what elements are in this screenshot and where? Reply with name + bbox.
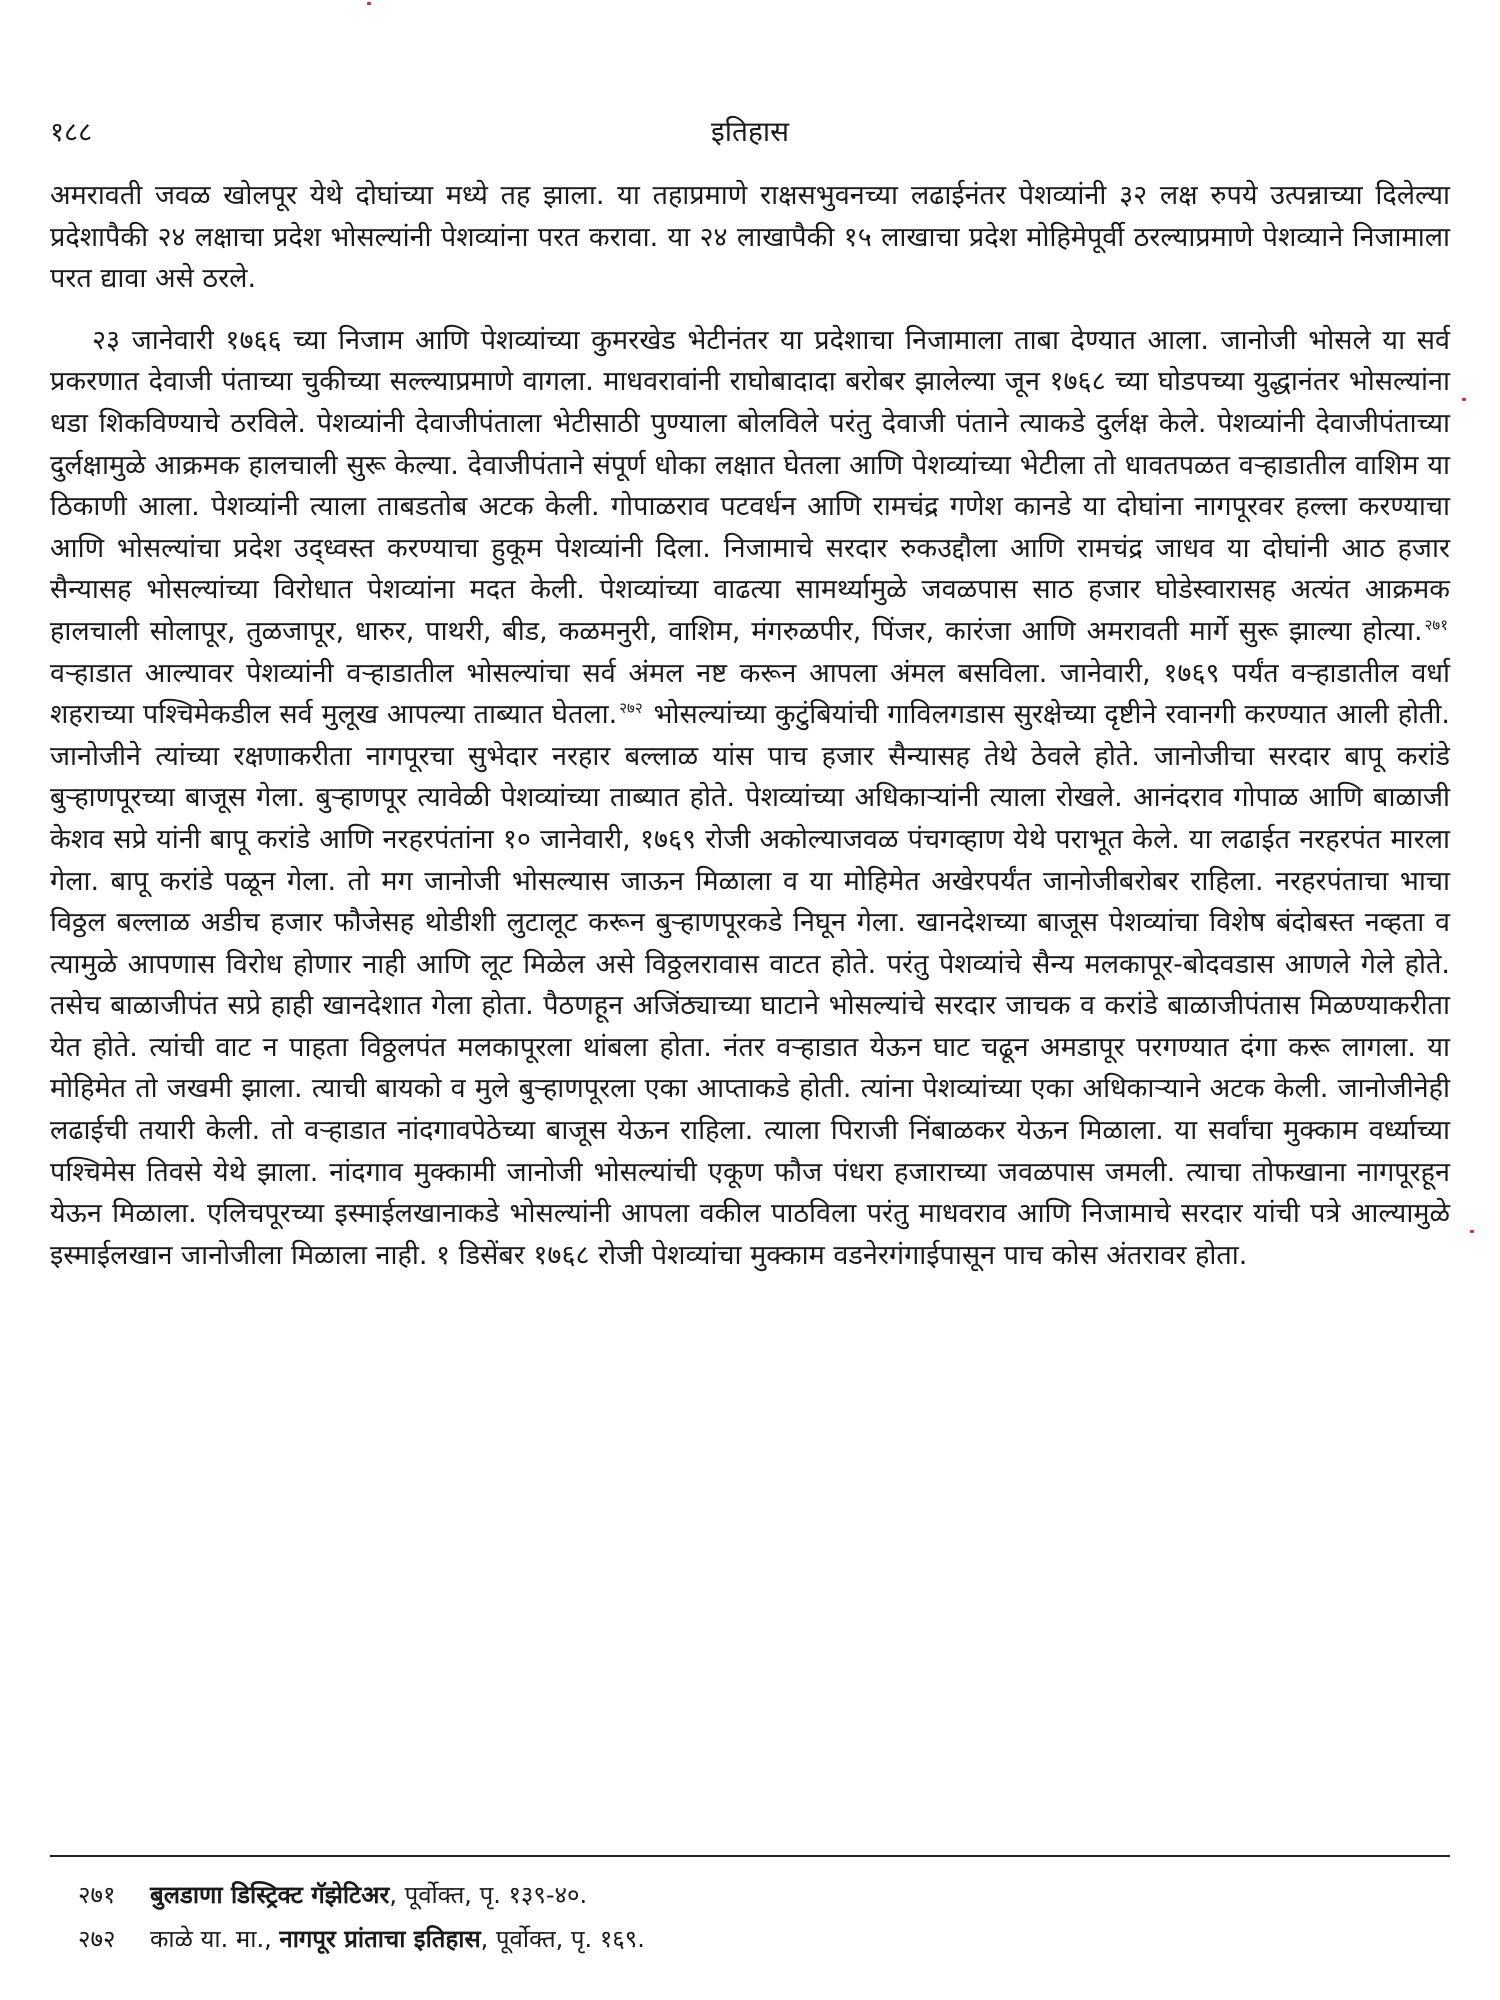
footnote-suffix: , पूर्वोक्त, पृ. १६९. — [480, 1925, 645, 1953]
stray-ink-mark — [1462, 398, 1466, 401]
paragraph-2-part-3: भोसल्यांच्या कुटुंबियांची गाविलगडास सुरक्षेच्या दृष्टीने रवानगी करण्यात आली होती. जानोजीने त्यांच्या रक्षणाकरीता नागपूरचा सुभेदार नरहार बल्लाळ यांस पाच हजार सैन्यासह तेथे ठेवले होते. जानोजीचा सरदार बापू करांडे बुऱ्हाणपूरच्या बाजूस गेला. बुऱ्हाणपूर त्यावेळी पेशव्यांच्या ताब्यात होते. पेशव्यांच्या अधिकाऱ्यांनी त्याला रोखले. आनंदराव गोपाळ आणि बाळाजी केशव सप्रे यांनी बापू करांडे आणि नरहरपंतांना १० जानेवारी, १७६९ रोजी अकोल्याजवळ पंचगव्हाण येथे पराभूत केले. या लढाईत नरहरपंत मारला गेला. बापू करांडे पळून गेला. तो मग जानोजी भोसल्यास जाऊन मिळाला व या मोहिमेत अखेरपर्यंत जानोजीबरोबर राहिला. नरहरपंताचा भाचा विठ्ठल बल्लाळ अडीच हजार फौजेसह थोडीशी लुटालूट करून बुऱ्हाणपूरकडे निघून गेला. खानदेशच्या बाजूस पेशव्यांचा विशेष बंदोबस्त नव्हता व त्यामुळे आपणास विरोध होणार नाही आणि लूट मिळेल असे विठ्ठलरावास वाटत होते. परंतु पेशव्यांचे सैन्य मलकापूर-बोदवडास आणले गेले होते. तसेच बाळाजीपंत सप्रे हाही खानदेशात गेला होता. पैठणहून अजिंठ्याच्या घाटाने भोसल्यांचे सरदार जाचक व करांडे बाळाजीपंतास मिळण्याकरीता येत होते. त्यांची वाट न पाहता विठ्ठलपंत मलकापूरला थांबला होता. नंतर वऱ्हाडात येऊन घाट चढून अमडापूर परगण्यात दंगा करू लागला. या मोहिमेत तो जखमी झाला. त्याची बायको व मुले बुऱ्हाणपूरला एका आप्ताकडे होती. त्यांना पेशव्यांच्या एका अधिकाऱ्याने अटक केली. जानोजीनेही लढाईची तयारी केली. तो वऱ्हाडात नांदगावपेठेच्या बाजूस येऊन राहिला. त्याला पिराजी निंबाळकर येऊन मिळाला. या सर्वांचा मुक्काम वर्ध्याच्या पश्चिमेस तिवसे येथे झाला. नांदगाव मुक्कामी जानोजी भोसल्यांची एकूण फौज पंधरा हजाराच्या जवळपास जमली. त्याचा तोफखाना नागपूरहून येऊन मिळाला. एलिचपूरच्या इस्माईलखानाकडे भोसल्यांनी आपला वकील पाठविला परंतु माधवराव आणि निजामाचे सरदार यांची पत्रे आल्यामुळे इस्माईलखान जानोजीला मिळाला नाही. १ डिसेंबर १७६८ रोजी पेशव्यांचा मुक्काम वडनेरगंगाईपासून पाच कोस अंतरावर होता. — [50, 699, 1451, 1271]
stray-ink-mark — [1470, 1230, 1474, 1233]
footnote-272 — [78, 1917, 1448, 1961]
footnote-number: २७१ — [78, 1881, 116, 1909]
paragraph-2 — [50, 320, 1450, 1277]
paragraph-1: अमरावती जवळ खोलपूर येथे दोघांच्या मध्ये तह झाला. या तहाप्रमाणे राक्षसभुवनच्या लढाईनंतर पेशव्यांनी ३२ लक्ष रुपये उत्पन्नाच्या दिलेल्या प्रदेशापैकी २४ लक्षाचा प्रदेश भोसल्यांनी पेशव्यांना परत करावा. या २४ लाखापैकी १५ लाखाचा प्रदेश मोहिमेपूर्वी ठरल्याप्रमाणे पेशव्याने निजामाला परत द्यावा असे ठरले. — [50, 180, 1450, 295]
paragraph-2-part-2: वऱ्हाडात आल्यावर पेशव्यांनी वऱ्हाडातील भोसल्यांचा सर्व अंमल नष्ट करून आपला अंमल बसविला. जानेवारी, १७६९ पर्यंत वऱ्हाडातील वर्धा शहराच्या पश्चिमेकडील सर्व मुलूख आपल्या ताब्यात घेतला. — [50, 657, 1450, 731]
footnote-divider — [50, 1855, 1450, 1857]
footnote-source-title: नागपूर प्रांताचा इतिहास — [279, 1925, 481, 1953]
footnote-ref-272: २७२ — [619, 699, 643, 718]
paragraph-2-part-1: २३ जानेवारी १७६६ च्या निजाम आणि पेशव्यांच्या कुमरखेड भेटीनंतर या प्रदेशाचा निजामाला ताबा देण्यात आला. जानोजी भोसले या सर्व प्रकरणात देवाजी पंताच्या चुकीच्या सल्ल्याप्रमाणे वागला. माधवरावांनी राघोबादादा बरोबर झालेल्या जून १७६८ च्या घोडपच्या युद्धानंतर भोसल्यांना धडा शिकविण्याचे ठरविले. पेशव्यांनी देवाजीपंताला भेटीसाठी पुण्याला बोलविले परंतु देवाजी पंताने त्याकडे दुर्लक्ष केले. पेशव्यांनी देवाजीपंताच्या दुर्लक्षामुळे आक्रमक हालचाली सुरू केल्या. देवाजीपंताने संपूर्ण धोका लक्षात घेतला आणि पेशव्यांच्या भेटीला तो धावतपळत वऱ्हाडातील वाशिम या ठिकाणी आला. पेशव्यांनी त्याला ताबडतोब अटक केली. गोपाळराव पटवर्धन आणि रामचंद्र गणेश कानडे या दोघांना नागपूरवर हल्ला करण्याचा आणि भोसल्यांचा प्रदेश उद्ध्वस्त करण्याचा हुकूम पेशव्यांनी दिला. निजामाचे सरदार रुकउद्दौला आणि रामचंद्र जाधव या दोघांनी आठ हजार सैन्यासह भोसल्यांच्या विरोधात पेशव्यांना मदत केली. पेशव्यांच्या वाढत्या सामर्थ्यामुळे जवळपास साठ हजार घोडेस्वारासह अत्यंत आक्रमक हालचाली सोलापूर, तुळजापूर, धारुर, पाथरी, बीड, कळमनुरी, वाशिम, मंगरुळपीर, पिंजर, कारंजा आणि अमरावती मार्गे सुरू झाल्या होत्या. — [50, 324, 1450, 647]
footnotes — [78, 1873, 1448, 1961]
footnote-prefix: काळे या. मा., — [150, 1925, 280, 1953]
footnote-number: २७२ — [78, 1925, 116, 1953]
footnote-ref-271: २७१ — [1424, 615, 1448, 634]
page-number: १८८ — [50, 117, 93, 148]
page-title: इतिहास — [710, 115, 789, 148]
footnote-source-title: बुलडाणा डिस्ट्रिक्ट गॅझेटिअर — [150, 1881, 390, 1909]
page-header — [50, 112, 1450, 156]
stray-ink-mark — [367, 2, 371, 5]
footnote-suffix: , पूर्वोक्त, पृ. १३९-४०. — [389, 1881, 588, 1909]
footnote-271 — [78, 1873, 1448, 1917]
body-text — [50, 175, 1450, 1296]
